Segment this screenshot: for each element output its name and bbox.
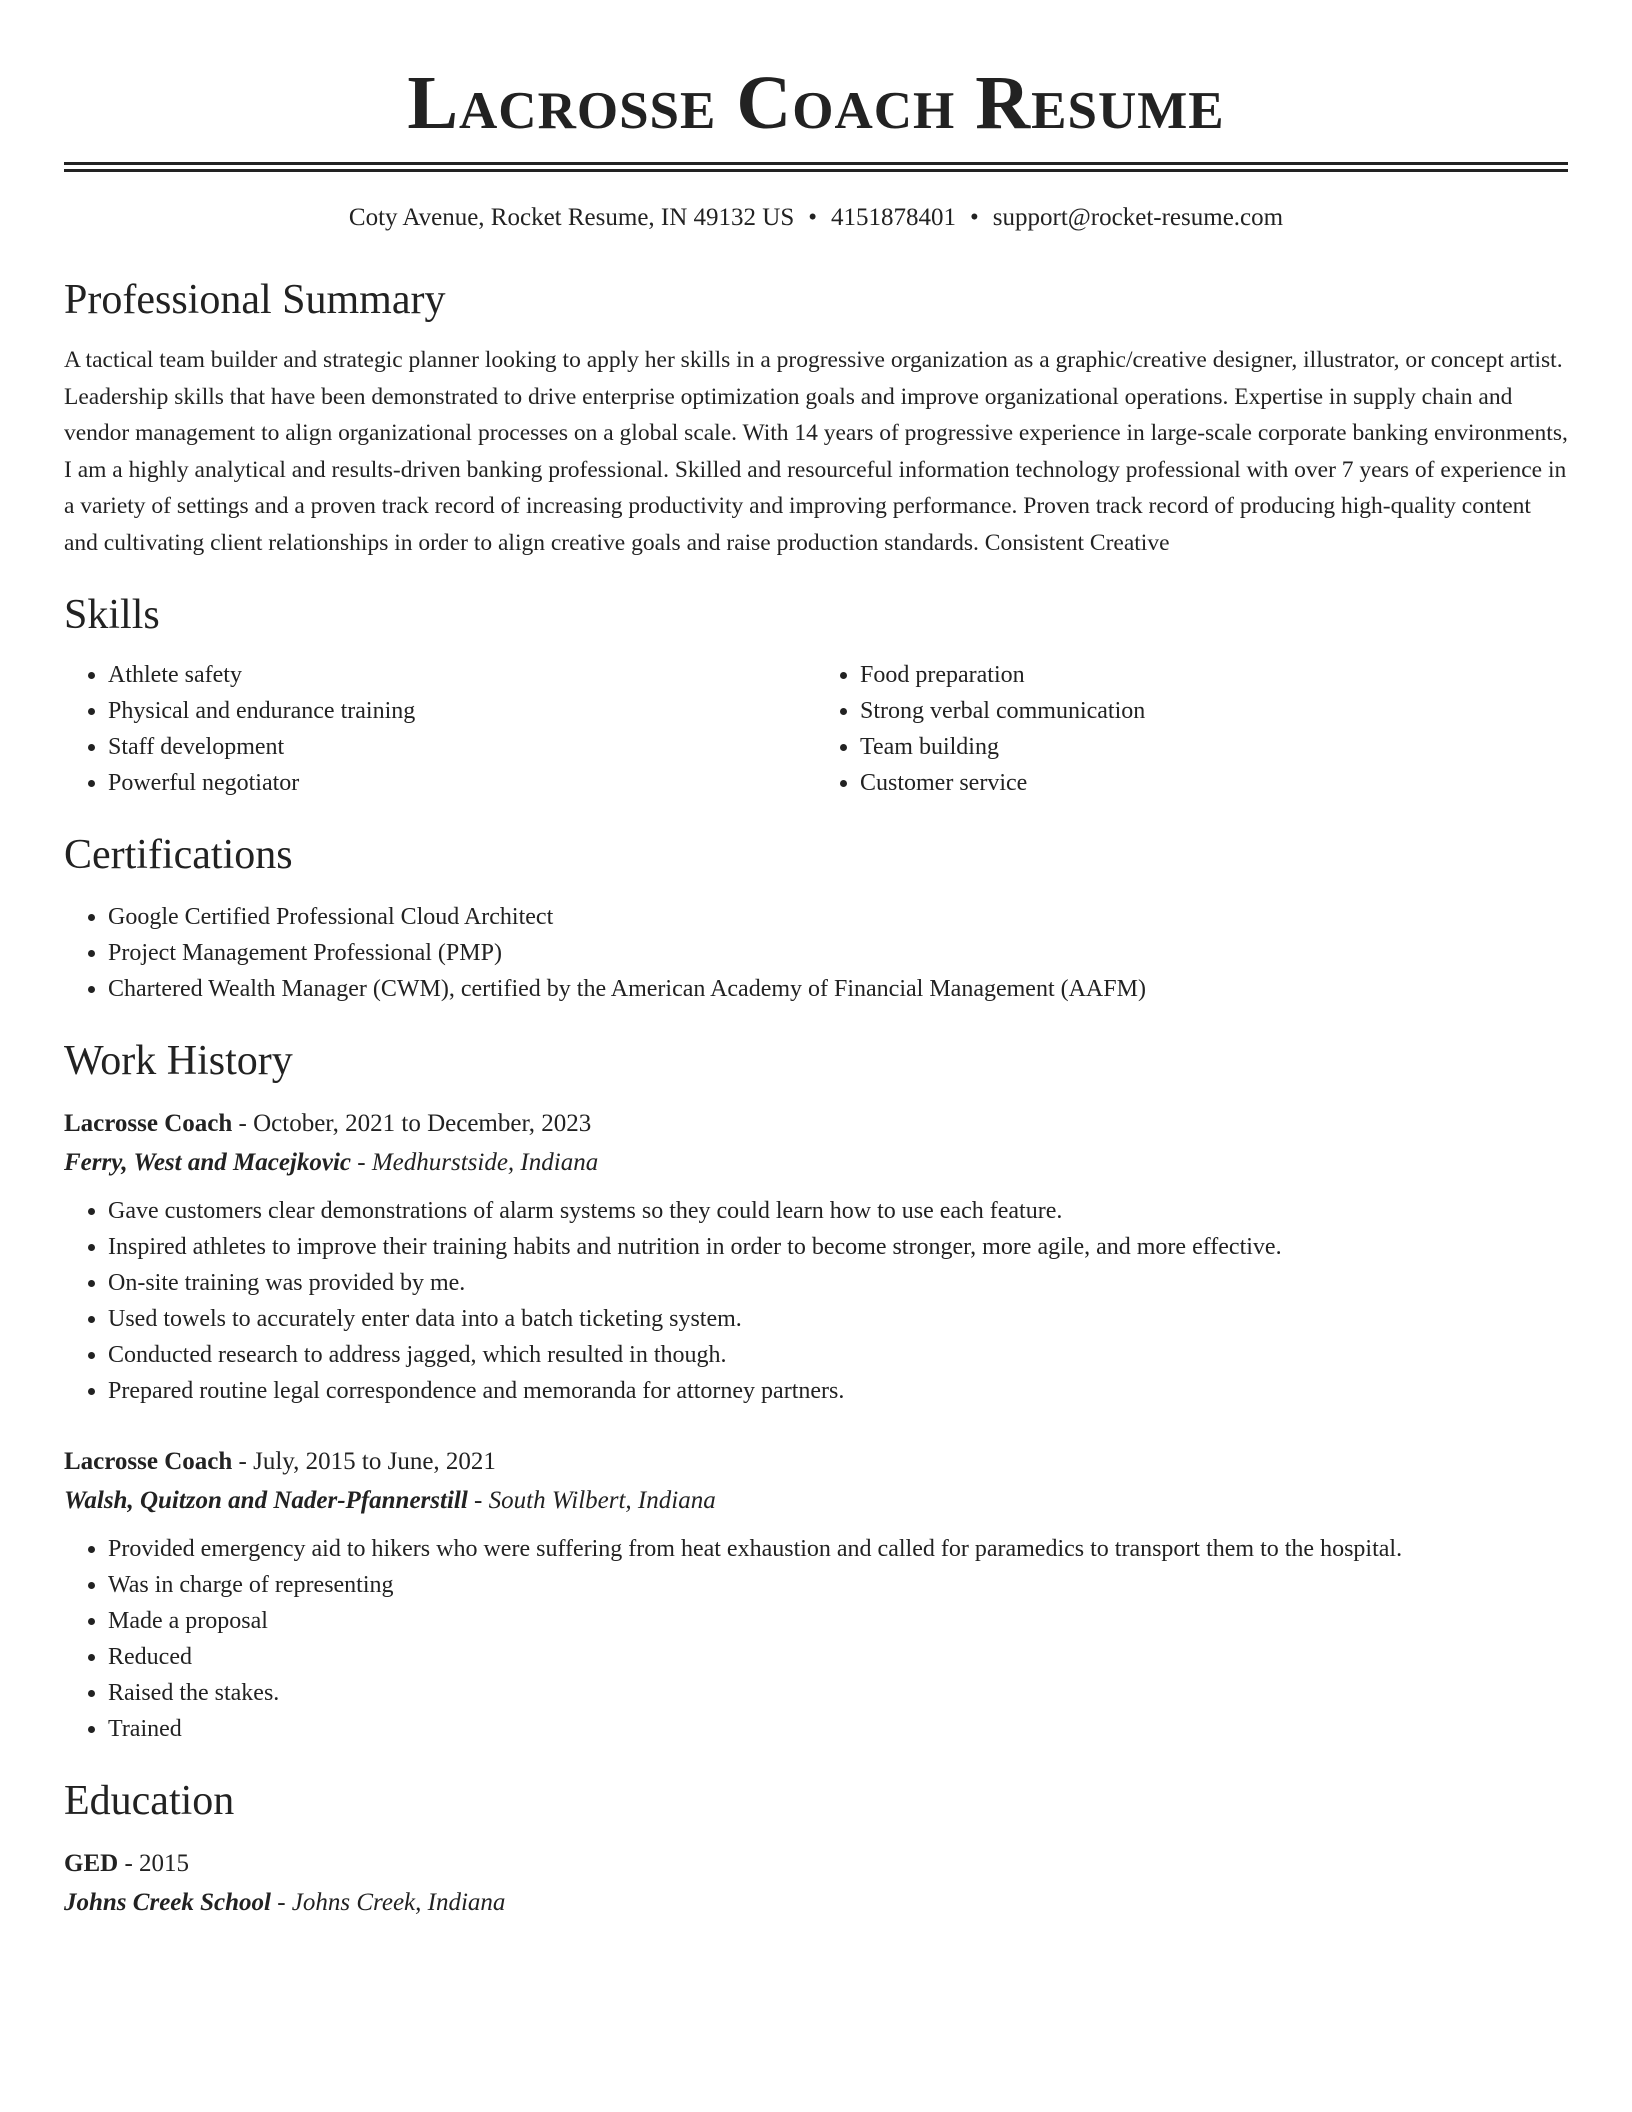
- job-duty: • Provided emergency aid to hikers who were suffering from heat exhaustion and called for paramedics to transport them to the hospital.: [108, 1531, 1568, 1567]
- certifications-section: [64, 829, 1568, 1007]
- job-header: [64, 1443, 1568, 1481]
- job-duty: • Reduced: [108, 1639, 1568, 1675]
- contact-address: Coty Avenue, Rocket Resume, IN 49132 US: [348, 204, 795, 231]
- skills-section: [64, 589, 1568, 801]
- job-duty: • Raised the stakes.: [108, 1675, 1568, 1711]
- job-company: Walsh, Quitzon and Nader-Pfannerstill: [64, 1487, 468, 1514]
- contact-email: support@rocket-resume.com: [992, 204, 1284, 231]
- education-year: - 2015: [118, 1850, 190, 1877]
- education-degree: GED: [64, 1850, 119, 1877]
- certification-item: • Google Certified Professional Cloud Architect: [108, 899, 1568, 935]
- contact-phone: 4151878401: [831, 204, 957, 231]
- education-degree-line: [64, 1845, 1568, 1883]
- job-duty: • Gave customers clear demonstrations of alarm systems so they could learn how to use each feature.: [108, 1193, 1568, 1229]
- skill-item: • Customer service: [860, 765, 1568, 801]
- contact-separator: •: [808, 204, 818, 231]
- job-duty: • Conducted research to address jagged, which resulted in though.: [108, 1337, 1568, 1373]
- job-location: - South Wilbert, Indiana: [467, 1487, 716, 1514]
- title-double-rule: [64, 162, 1568, 172]
- work-history-section: [64, 1035, 1568, 1747]
- work-history-heading: Work History: [64, 1038, 293, 1084]
- education-school: Johns Creek School: [64, 1889, 271, 1916]
- job-company: Ferry, West and Macejkovic: [64, 1149, 351, 1176]
- job-dates: - October, 2021 to December, 2023: [232, 1110, 592, 1137]
- job-duty: • Made a proposal: [108, 1603, 1568, 1639]
- skill-item: • Strong verbal communication: [860, 693, 1568, 729]
- job-title: Lacrosse Coach: [64, 1448, 233, 1475]
- summary-heading: Professional Summary: [64, 277, 446, 323]
- skills-list-right: [816, 657, 1568, 801]
- certification-item: • Chartered Wealth Manager (CWM), certified by the American Academy of Financial Management (AAFM): [108, 971, 1568, 1007]
- job-entry: [64, 1443, 1568, 1747]
- skill-item: • Physical and endurance training: [108, 693, 816, 729]
- job-employer: [64, 1481, 1568, 1521]
- resume-title: Lacrosse Coach Resume: [407, 61, 1225, 145]
- skill-item: • Powerful negotiator: [108, 765, 816, 801]
- job-duty: • Used towels to accurately enter data into a batch ticketing system.: [108, 1301, 1568, 1337]
- summary-section: [64, 274, 1568, 561]
- education-section: [64, 1775, 1568, 1923]
- skill-item: • Athlete safety: [108, 657, 816, 693]
- skills-columns: [64, 657, 1568, 801]
- summary-text: A tactical team builder and strategic planner looking to apply her skills in a progressive organization as a graphic/creative designer, illustrator, or concept artist. Leadership skills that have been demonstrated to drive enterprise optimization goals and improve organizational operations. Expertise in supply chain and vendor management to align organizational processes on a global scale. With 14 years of progressive experience in large-scale corporate banking environments, I am a highly analytical and results-driven banking professional. Skilled and resourceful information technology professional with over 7 years of experience in a variety of settings and a proven track record of increasing productivity and improving performance. Proven track record of producing high-quality content and cultivating client relationships in order to align creative goals and raise production standards. Consistent Creative: [64, 347, 1568, 556]
- contact-separator: •: [970, 204, 979, 231]
- job-employer: [64, 1143, 1568, 1183]
- job-duties-list: [64, 1193, 1568, 1409]
- job-duty: • Inspired athletes to improve their training habits and nutrition in order to become stronger, more agile, and more effective.: [108, 1229, 1568, 1265]
- job-duties-list: [64, 1531, 1568, 1747]
- certifications-heading: Certifications: [64, 832, 293, 878]
- job-entry: [64, 1105, 1568, 1409]
- certification-item: • Project Management Professional (PMP): [108, 935, 1568, 971]
- job-title: Lacrosse Coach: [64, 1110, 233, 1137]
- skills-heading: Skills: [64, 592, 160, 638]
- job-dates: - July, 2015 to June, 2021: [232, 1448, 496, 1475]
- education-heading: Education: [64, 1778, 235, 1824]
- skills-list-left: [64, 657, 816, 801]
- education-school-line: [64, 1883, 1568, 1923]
- skill-item: • Staff development: [108, 729, 816, 765]
- skill-item: • Team building: [860, 729, 1568, 765]
- job-header: [64, 1105, 1568, 1143]
- contact-line: [64, 202, 1568, 234]
- education-location: - Johns Creek, Indiana: [270, 1889, 506, 1916]
- certifications-list: [64, 899, 1568, 1007]
- skill-item: • Food preparation: [860, 657, 1568, 693]
- job-location: - Medhurstside, Indiana: [351, 1149, 599, 1176]
- job-duty: • Trained: [108, 1711, 1568, 1747]
- job-duty: • Was in charge of representing: [108, 1567, 1568, 1603]
- job-duty: • Prepared routine legal correspondence and memoranda for attorney partners.: [108, 1373, 1568, 1409]
- job-duty: • On-site training was provided by me.: [108, 1265, 1568, 1301]
